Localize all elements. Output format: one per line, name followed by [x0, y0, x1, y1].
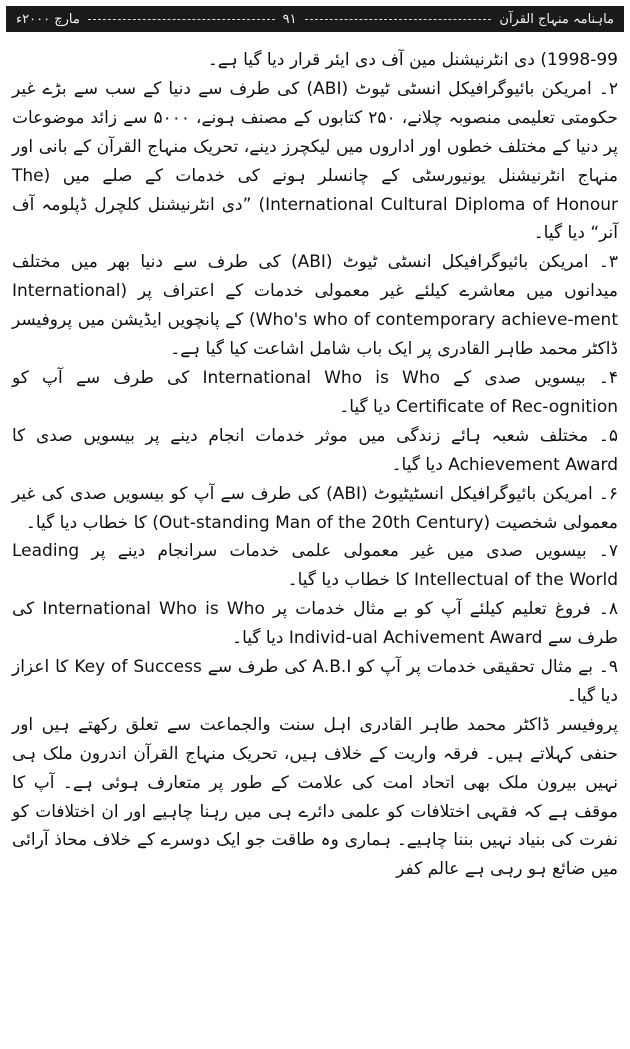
- award-item-3: ۳۔ امریکن بائیوگرافیکل انسٹی ٹیوٹ (ABI) کی طرف سے دنیا بھر میں مختلف میدانوں میں معاشرے کیلئے غیر معمولی خدمات کے اعتراف پر (International Who's who of contemporary achieve-ment) کے پانچویں ایڈیشن میں پروفیسر ڈاکٹر محمد طاہر القادری پر ایک باب شامل اشاعت کیا گیا ہے۔: [12, 252, 618, 360]
- header-rule: [305, 19, 492, 20]
- magazine-title: ماہنامہ منہاج القرآن: [499, 11, 614, 27]
- closing-paragraph: پروفیسر ڈاکٹر محمد طاہر القادری اہل سنت والجماعت سے تعلق رکھتے ہیں اور حنفی کہلاتے ہیں۔ فرقہ واریت کے خلاف ہیں، تحریک منہاج القرآن اندرون ملک ہی نہیں بیرون ملک بھی اتحاد امت کی علامت کے طور پر متعارف ہوئی ہے۔ آپ کا موقف ہے کہ فقہی اختلافات کو علمی دائرے ہی میں رہنا چاہیے اور ان اختلافات کو نفرت کی بنیاد نہیں بننا چاہیے۔ ہماری وہ طاقت جو ایک دوسرے کے خلاف محاذ آرائی میں ضائع ہو رہی ہے عالم کفر: [12, 714, 618, 880]
- article-body: [12, 46, 618, 884]
- award-item-8: ۸۔ فروغ تعلیم کیلئے آپ کو بے مثال خدمات پر International Who is Who کی طرف سے Individ-ual Achivement Award دیا گیا۔: [12, 599, 618, 649]
- header-rule: [88, 19, 275, 20]
- page-number: ۹۱: [282, 11, 297, 27]
- award-item-4: ۴۔ بیسویں صدی کے International Who is Who کی طرف سے آپ کو Certificate of Rec-ognition دیا گیا۔: [12, 367, 618, 417]
- paragraph-intro-cont: 1998-99) دی انٹرنیشنل مین آف دی ایئر قرار دیا گیا ہے۔: [207, 50, 618, 70]
- award-item-5: ۵۔ مختلف شعبہ ہائے زندگی میں موثر خدمات انجام دینے پر بیسویں صدی کا Achievement Award دیا گیا۔: [12, 425, 618, 475]
- award-item-6: ۶۔ امریکن بائیوگرافیکل انسٹیٹیوٹ (ABI) کی طرف سے آپ کو بیسویں صدی کی غیر معمولی شخصیت (Out-standing Man of the 20th Century) کا خطاب دیا گیا۔: [12, 483, 618, 533]
- page-header: [6, 6, 624, 32]
- award-item-9: ۹۔ بے مثال تحقیقی خدمات پر آپ کو A.B.I کی طرف سے Key of Success کا اعزاز دیا گیا۔: [12, 657, 618, 706]
- award-item-2: ۲۔ امریکن بائیوگرافیکل انسٹی ٹیوٹ (ABI) کی طرف سے دنیا کے سب سے بڑے غیر حکومتی تعلیمی منصوبہ چلانے، ۲۵۰ کتابوں کے مصنف ہونے، ۵۰۰۰ سے زائد موضوعات پر دنیا کے مختلف خطوں اور اداروں میں لیکچرز دینے، تحریک منہاج القرآن کے بانی اور منہاج انٹرنیشنل یونیورسٹی کے چانسلر ہونے کی خدمات کے صلے میں (The International Cultural Diploma of Honour) ”دی انٹرنیشنل کلچرل ڈپلومہ آف آنر“ دیا گیا۔: [12, 78, 618, 244]
- issue-date: مارچ ۲۰۰۰ء: [16, 11, 80, 27]
- award-item-7: ۷۔ بیسویں صدی میں غیر معمولی علمی خدمات سرانجام دینے پر Leading Intellectual of the World کا خطاب دیا گیا۔: [12, 541, 618, 591]
